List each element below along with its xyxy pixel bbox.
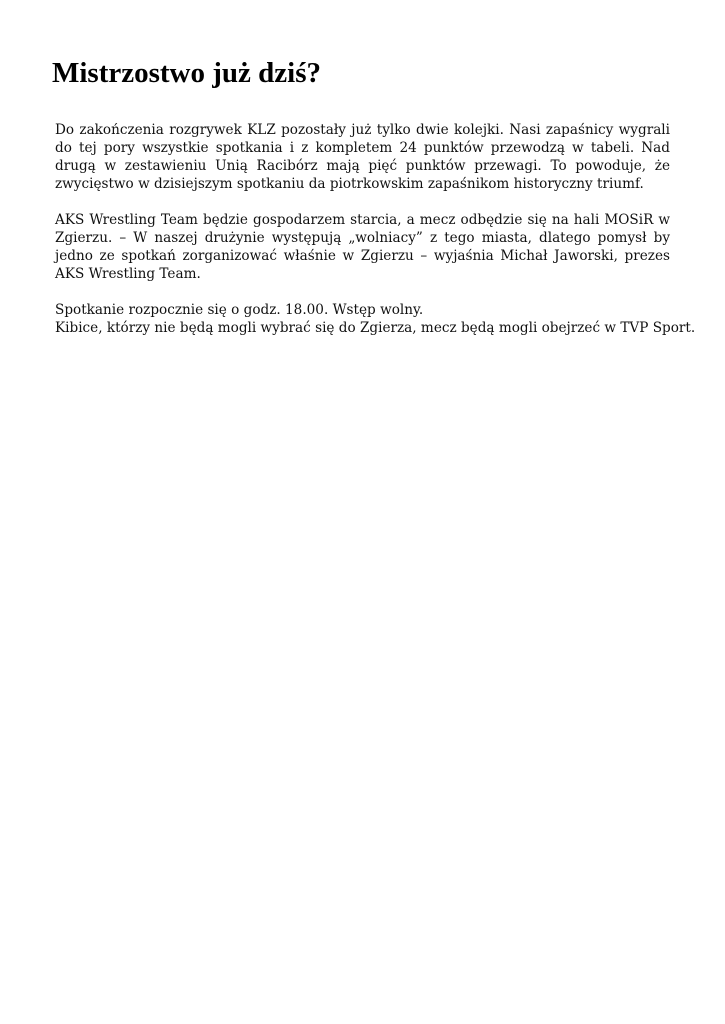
tv-broadcast-line: Kibice, którzy nie będą mogli wybrać się do Zgierza, mecz będą mogli obejrzeć w TVP Sport. bbox=[55, 320, 696, 336]
paragraph-match-info bbox=[55, 301, 696, 337]
match-start-line: Spotkanie rozpocznie się o godz. 18.00. Wstęp wolny. bbox=[55, 302, 424, 318]
article-body bbox=[55, 121, 696, 355]
paragraph-standings: Do zakończenia rozgrywek KLZ pozostały już tylko dwie kolejki. Nasi zapaśnicy wygrali do tej pory wszystkie spotkania i z kompletem 24 punktów przewodzą w tabeli. Nad drugą w zestawieniu Unią Racibórz mają pięć punktów przewagi. To powoduje, że zwycięstwo w dzisiejszym spotkaniu da piotrkowskim zapaśnikom historyczny triumf. bbox=[55, 122, 670, 192]
paragraph-venue: AKS Wrestling Team będzie gospodarzem starcia, a mecz odbędzie się na hali MOSiR w Zgierzu. – W naszej drużynie występują „wolniacy” z tego miasta, dlatego pomysł by jedno ze spotkań zorganizować właśnie w Zgierzu – wyjaśnia Michał Jaworski, prezes AKS Wrestling Team. bbox=[55, 212, 670, 282]
article-title: Mistrzostwo już dziś? bbox=[52, 57, 322, 89]
